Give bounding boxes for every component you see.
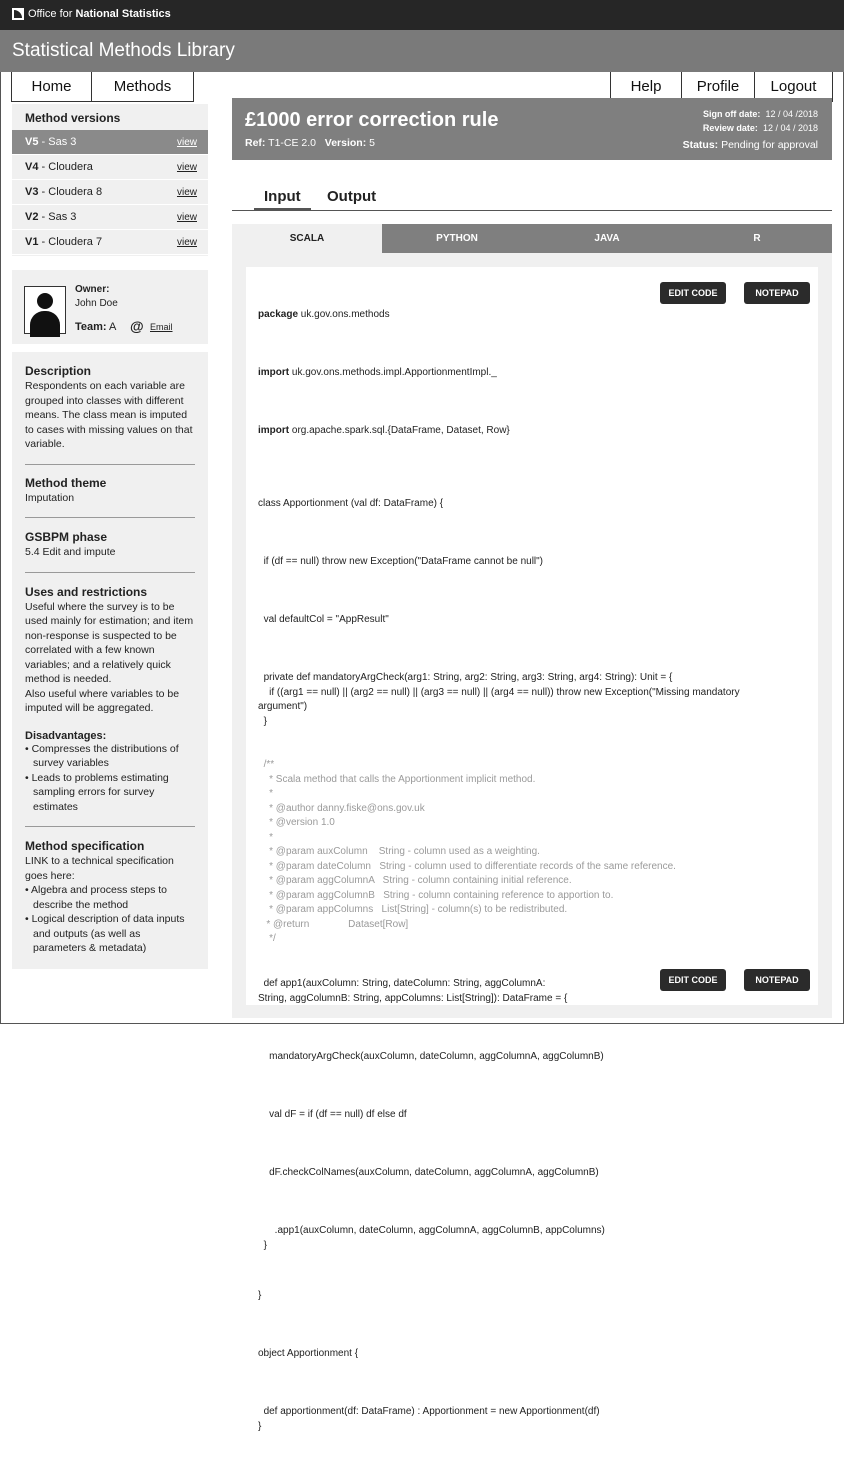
method-ref <box>245 137 375 149</box>
version-name: V2 <box>25 211 39 223</box>
description-title: Description <box>25 364 92 378</box>
divider <box>25 517 195 518</box>
status-value: Pending for approval <box>721 139 818 151</box>
uses-title: Uses and restrictions <box>25 584 148 599</box>
code-line: } <box>258 1290 262 1301</box>
list-item: • Algebra and process steps to describe the method <box>25 884 168 911</box>
brand-bar <box>0 0 844 30</box>
gsbpm-text: 5.4 Edit and impute <box>25 546 116 558</box>
code-comment: /** * Scala method that calls the Apportionment implicit method. * * @author danny.fiske@ons.gov.uk * @version 1.0 * * @param auxColumn String - column used as a weighting. * @param dateColumn String - column used to differentiate records of the same reference. * @param aggColumnA String - column containing initial reference. * @param aggColumnB String - column containing reference to apportion to. * @param appColumns List[String] - column(s) to be redistributed. * @return Dataset[Row] */ <box>263 759 676 944</box>
version-name: V4 <box>25 161 39 173</box>
ref-label: Ref: <box>245 137 266 149</box>
code-line: dF.checkColNames(auxColumn, dateColumn, aggColumnA, aggColumnB) <box>258 1167 599 1178</box>
code-line <box>258 308 778 337</box>
brand-name: National Statistics <box>75 8 171 20</box>
divider <box>25 572 195 573</box>
version-platform: Cloudera 8 <box>48 186 103 198</box>
list-item-text: Leads to problems estimating sampling errors for survey estimates <box>31 771 169 813</box>
review-date <box>703 123 818 133</box>
brand-prefix: Office for <box>28 8 73 20</box>
uses-text-extra: Also useful where variables to be imputed will be aggregated. <box>25 687 180 714</box>
version-platform: Cloudera <box>48 161 93 173</box>
list-item: • Logical description of data inputs and outputs (as well as parameters & metadata) <box>25 913 185 954</box>
tab-output[interactable]: Output <box>327 188 377 205</box>
ons-logo-icon <box>12 8 24 20</box>
io-tabs <box>232 186 832 211</box>
list-item-text: Logical description of data inputs and outputs (as well as parameters & metadata) <box>31 913 185 954</box>
owner-name: John Doe <box>75 298 118 309</box>
code-line <box>258 366 778 395</box>
code-viewer[interactable] <box>246 267 818 1432</box>
app-header <box>0 30 844 72</box>
divider <box>25 826 195 827</box>
owner-label: Owner: <box>75 284 110 295</box>
version-platform: Sas 3 <box>48 211 77 223</box>
spec-title: Method specification <box>25 839 145 853</box>
nav-profile[interactable]: Profile <box>681 72 755 102</box>
status <box>683 139 818 151</box>
version-row[interactable]: V1 - Cloudera 7 view <box>12 230 208 255</box>
team-value: A <box>109 321 117 333</box>
code-line: def apportionment(df: DataFrame) : Apportionment = new Apportionment(df) } <box>258 1406 600 1432</box>
method-title: £1000 error correction rule <box>245 109 499 131</box>
version-view-link[interactable]: view <box>176 161 197 173</box>
signoff-date <box>703 109 818 119</box>
list-item: • Compresses the distributions of survey variables <box>25 742 179 769</box>
code-area <box>232 253 832 1432</box>
disadvantages-list <box>25 742 195 815</box>
code-text: org.apache.spark.sql.{DataFrame, Dataset, Row} <box>289 425 510 436</box>
version-value: 5 <box>369 137 375 149</box>
gsbpm-title: GSBPM phase <box>25 530 108 544</box>
email-icon[interactable]: @ <box>130 318 144 334</box>
app-title: Statistical Methods Library <box>12 40 235 61</box>
version-label: Version: <box>324 137 367 149</box>
version-row[interactable]: V2 - Sas 3 view <box>12 205 208 230</box>
method-header <box>232 98 832 160</box>
theme-title: Method theme <box>25 475 107 490</box>
code-keyword: package <box>258 309 299 320</box>
version-row[interactable]: V3 - Cloudera 8 view <box>12 180 208 205</box>
uses-text: Useful where the survey is to be used mainly for estimation; and item non-response is suspected to be correlated with a few known variables; and a relatively quick method is needed. <box>25 600 194 685</box>
nav-home[interactable]: Home <box>11 72 92 102</box>
nav-methods[interactable]: Methods <box>91 72 194 102</box>
version-row[interactable]: V4 - Cloudera view <box>12 155 208 180</box>
version-platform: Cloudera 7 <box>48 236 103 248</box>
code-keyword: import <box>258 367 290 378</box>
version-view-link[interactable]: view <box>176 236 197 248</box>
spec-text[interactable]: LINK to a technical specification goes here: <box>25 855 174 882</box>
avatar-icon <box>24 286 66 334</box>
list-item-text: Algebra and process steps to describe the method <box>31 884 168 911</box>
divider <box>25 464 195 465</box>
theme-text: Imputation <box>25 491 75 504</box>
tab-python[interactable]: PYTHON <box>436 233 478 244</box>
tab-java[interactable]: JAVA <box>594 233 620 244</box>
code-line: object Apportionment { <box>258 1348 359 1359</box>
edit-code-button-bottom[interactable]: EDIT CODE <box>660 969 726 991</box>
version-name: V1 <box>25 236 39 248</box>
version-view-link[interactable]: view <box>176 211 197 223</box>
list-item: • Leads to problems estimating sampling errors for survey estimates <box>25 771 169 813</box>
code-line: val dF = if (df == null) df else df <box>258 1109 407 1120</box>
version-view-link[interactable]: view <box>176 186 197 198</box>
version-platform: Sas 3 <box>48 136 77 148</box>
review-label: Review date: <box>702 123 758 133</box>
disadvantages-title: Disadvantages: <box>25 729 107 742</box>
version-name: V3 <box>25 186 39 198</box>
version-view-link[interactable]: view <box>176 136 197 148</box>
list-item-text: Compresses the distributions of survey variables <box>31 742 179 769</box>
code-line: .app1(auxColumn, dateColumn, aggColumnA, aggColumnB, appColumns) } <box>263 1225 605 1251</box>
edit-code-button[interactable]: EDIT CODE <box>660 282 726 304</box>
email-link[interactable]: Email <box>150 322 173 332</box>
signoff-value: 12 / 04 /2018 <box>765 109 818 119</box>
version-name: V5 <box>25 136 39 148</box>
review-value: 12 / 04 / 2018 <box>762 123 818 133</box>
version-row[interactable]: V5 - Sas 3 view <box>12 130 208 155</box>
method-details-panel <box>12 352 208 969</box>
tab-r[interactable]: R <box>753 233 761 244</box>
code-line: class Apportionment (val df: DataFrame) { <box>258 498 444 509</box>
tab-scala[interactable]: SCALA <box>232 224 382 253</box>
team-info <box>75 321 116 333</box>
active-tab-indicator <box>254 208 311 211</box>
ref-value: T1-CE 2.0 <box>268 137 317 149</box>
method-versions-panel <box>12 104 208 256</box>
description-text: Respondents on each variable are grouped into classes with different means. The class mean is imputed to cases with missing values on that variable. <box>25 380 193 450</box>
code-text: uk.gov.ons.methods.impl.ApportionmentImpl._ <box>289 367 497 378</box>
code-keyword: import <box>258 425 290 436</box>
code-line: mandatoryArgCheck(auxColumn, dateColumn, aggColumnA, aggColumnB) <box>258 1051 604 1062</box>
language-tabs <box>232 224 832 253</box>
code-line <box>258 424 778 468</box>
code-line: def app1(auxColumn: String, dateColumn: String, aggColumnA: String, aggColumnB: String, appColumns: List[String]): DataFrame = { <box>258 978 568 1004</box>
spec-list <box>25 883 195 956</box>
team-label: Team: <box>75 321 107 333</box>
tab-input[interactable]: Input <box>264 188 301 205</box>
code-line: val defaultCol = "AppResult" <box>258 614 389 625</box>
ons-logo[interactable] <box>12 8 171 20</box>
code-text: uk.gov.ons.methods <box>298 309 390 320</box>
owner-panel <box>12 270 208 344</box>
code-line: private def mandatoryArgCheck(arg1: String, arg2: String, arg3: String, arg4: String): Unit = { if ((arg1 == null) || (arg2 == null) || (arg3 == null) || (arg4 == null)) throw new Exception("Missing mandatory argument") } <box>258 672 740 727</box>
code-content <box>258 279 778 1463</box>
nav-help[interactable]: Help <box>610 72 682 102</box>
nav-logout[interactable]: Logout <box>754 72 833 102</box>
signoff-label: Sign off date: <box>702 109 761 119</box>
status-label: Status: <box>682 139 719 151</box>
versions-title: Method versions <box>25 111 121 125</box>
notepad-button[interactable]: NOTEPAD <box>744 282 810 304</box>
code-line: if (df == null) throw new Exception("DataFrame cannot be null") <box>258 556 544 567</box>
notepad-button-bottom[interactable]: NOTEPAD <box>744 969 810 991</box>
